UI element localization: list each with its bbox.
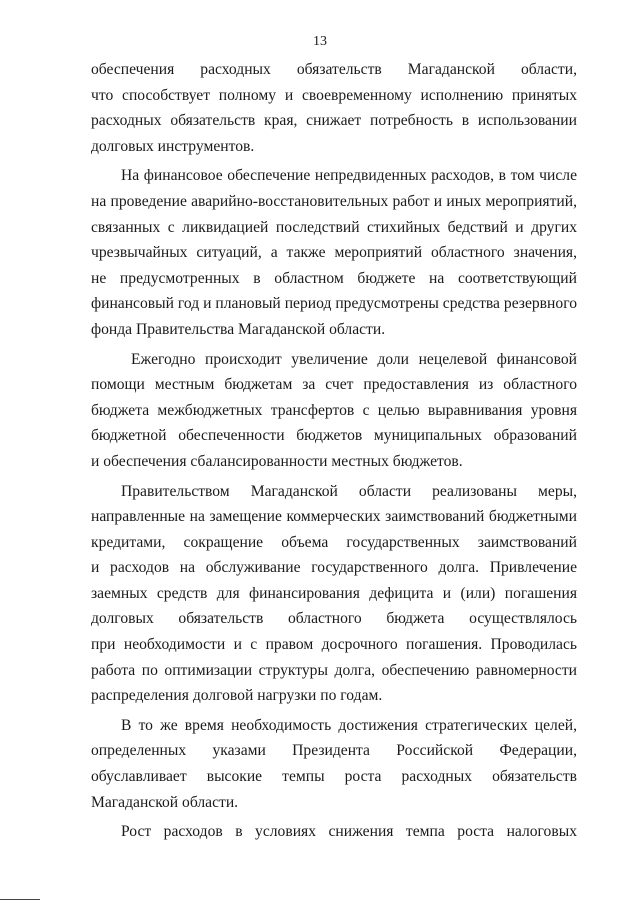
text-line: бюджетной обеспеченности бюджетов муниципальных образований [91, 427, 577, 445]
text-line: долговых инструментов. [91, 137, 255, 155]
text-line: заемных средств для финансирования дефицита и (или) погашения [91, 584, 577, 602]
document-body [91, 57, 577, 845]
text-line: и обеспечения сбалансированности местных бюджетов. [91, 452, 463, 470]
text-line: и расходов на обслуживание государственного долга. Привлечение [91, 559, 577, 577]
text-line: не предусмотренных в областном бюджете на соответствующий [91, 269, 577, 287]
text-line: при необходимости и с правом досрочного погашения. Проводилась [91, 636, 577, 654]
text-line: распределения долговой нагрузки по годам. [91, 687, 383, 705]
bottom-edge-rule [0, 899, 40, 900]
text-line: что способствует полному и своевременному исполнению принятых [91, 86, 577, 104]
text-line: Правительством Магаданской области реализованы меры, [121, 482, 577, 500]
text-line: Рост расходов в условиях снижения темпа роста налоговых [121, 823, 577, 841]
text-line: связанных с ликвидацией последствий стихийных бедствий и других [91, 218, 577, 236]
text-line: помощи местным бюджетам за счет предоставления из областного [91, 376, 577, 394]
text-line: Магаданской области. [91, 793, 239, 811]
text-line: определенных указами Президента Российской Федерации, [91, 742, 577, 760]
text-line: расходных обязательств края, снижает потребность в использовании [91, 112, 577, 130]
text-line: В то же время необходимость достижения стратегических целей, [121, 716, 577, 734]
text-line: чрезвычайных ситуаций, а также мероприятий областного значения, [91, 244, 577, 262]
text-line: обуславливает высокие темпы роста расходных обязательств [91, 768, 577, 786]
text-line: кредитами, сокращение объема государственных заимствований [91, 533, 577, 551]
text-line: на проведение аварийно-восстановительных работ и иных мероприятий, [91, 192, 577, 210]
text-line: На финансовое обеспечение непредвиденных расходов, в том числе [121, 167, 577, 185]
text-line: работа по оптимизации структуры долга, обеспечению равномерности [91, 661, 577, 679]
text-line: направленные на замещение коммерческих заимствований бюджетными [91, 508, 577, 526]
page-number: 13 [313, 34, 327, 49]
text-line: обеспечения расходных обязательств Магаданской области, [91, 61, 577, 78]
text-line: долговых обязательств областного бюджета осуществлялось [91, 610, 577, 628]
text-line: бюджета межбюджетных трансфертов с целью выравнивания уровня [91, 401, 577, 419]
text-line: Ежегодно происходит увеличение доли нецелевой финансовой [131, 350, 577, 368]
text-line: фонда Правительства Магаданской области. [91, 320, 386, 338]
text-line: финансовый год и плановый период предусмотрены средства резервного [91, 295, 577, 313]
